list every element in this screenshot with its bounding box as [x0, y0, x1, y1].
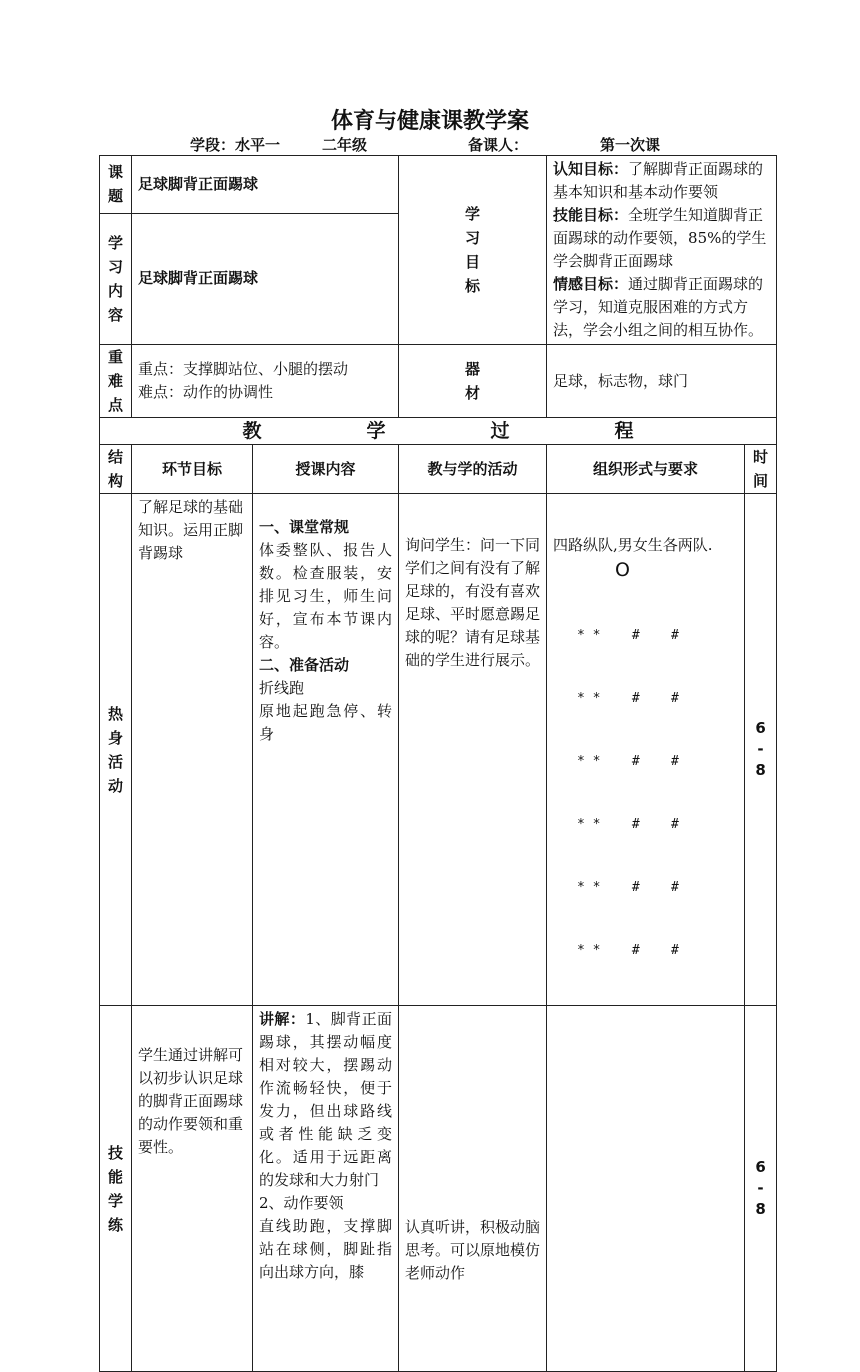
- process-title-row: [100, 418, 777, 445]
- col-content: 授课内容: [253, 445, 399, 494]
- row-content: 一、课堂常规 体委整队、报告人数。检查服装，安排见习生，师生问好，宣布本节课内容。 二、准备活动 折线跑 原地起跑急停、转身: [253, 494, 399, 1006]
- key-points: [132, 345, 399, 418]
- goals-label: 学 习 目 标: [399, 156, 547, 345]
- row-structure: 热 身 活 动: [100, 494, 132, 1006]
- row-activity: 询问学生：问一下同学们之间有没有了解足球的，有没有喜欢足球、平时愿意踢足球的呢？请有足球基础的学生进行展示。: [399, 494, 547, 1006]
- subtitle-lesson: 第一次课: [600, 136, 661, 154]
- row-goal: 了解足球的基础知识。运用正脚背踢球: [132, 494, 253, 1006]
- subtitle-grade: 二年级: [322, 136, 368, 154]
- subtitle-stage: 学段：水平一: [190, 136, 281, 154]
- row-structure: 技 能 学 练: [100, 1006, 132, 1372]
- col-activity: 教与学的活动: [399, 445, 547, 494]
- col-structure: 结 构: [100, 445, 132, 494]
- topic-row: [100, 156, 777, 214]
- content-value: 足球脚背正面踢球: [132, 213, 399, 344]
- row-content: 讲解：1、脚背正面踢球，其摆动幅度相对较大，摆踢动作流畅轻快，便于发力，但出球路线或者性能缺乏变化。适用于远距离的发球和大力射门 2、动作要领 直线助跑，支撑脚站在球侧，脚趾指向出球方向，膝: [253, 1006, 399, 1372]
- key-point: 重点：支撑脚站位、小腿的摆动: [138, 360, 349, 378]
- page-title: 体育与健康课教学案: [330, 109, 529, 134]
- goal-cognitive: 认知目标：了解脚背正面踢球的基本知识和基本动作要领: [553, 160, 764, 201]
- col-goal: 环节目标: [132, 445, 253, 494]
- content-label: 学 习 内 容: [100, 213, 132, 344]
- lesson-plan-table: [99, 155, 777, 1372]
- row-time: 6 - 8: [745, 1006, 777, 1372]
- difficult-point: 难点：动作的协调性: [138, 383, 274, 401]
- col-organization: 组织形式与要求: [547, 445, 745, 494]
- learning-goals: [547, 156, 777, 345]
- goal-skill: 技能目标：全班学生知道脚背正面踢球的动作要领，85%的学生学会脚背正面踢球: [553, 206, 767, 270]
- key-points-label: 重 难 点: [100, 345, 132, 418]
- organization-text: 四路纵队,男女生各两队.: [553, 536, 713, 554]
- column-header-row: [100, 445, 777, 494]
- row-organization: [547, 494, 745, 1006]
- table-row: [100, 494, 777, 1006]
- row-time: 6 - 8: [745, 494, 777, 1006]
- topic-value: 足球脚背正面踢球: [132, 156, 399, 214]
- row-activity: 认真听讲，积极动脑思考。可以原地模仿老师动作: [399, 1006, 547, 1372]
- subtitle-preparer: 备课人：: [468, 136, 529, 154]
- goal-affective: 情感目标：通过脚背正面踢球的学习，知道克服困难的方式方法，学会小组之间的相互协作。: [553, 275, 764, 339]
- table-row: [100, 1006, 777, 1372]
- formation-diagram: * * # # * * # # * * # # * * # # * * # # * * # #: [577, 628, 679, 958]
- equipment-label: 器 材: [399, 345, 547, 418]
- equipment-value: 足球，标志物，球门: [547, 345, 777, 418]
- key-points-row: [100, 345, 777, 418]
- col-time: 时 间: [745, 445, 777, 494]
- row-organization: [547, 1006, 745, 1372]
- topic-label: 课 题: [100, 156, 132, 214]
- teacher-position-mark: O: [615, 559, 630, 581]
- row-goal: 学生通过讲解可以初步认识足球的脚背正面踢球的动作要领和重要性。: [132, 1006, 253, 1372]
- process-title: 教 学 过 程: [242, 419, 634, 442]
